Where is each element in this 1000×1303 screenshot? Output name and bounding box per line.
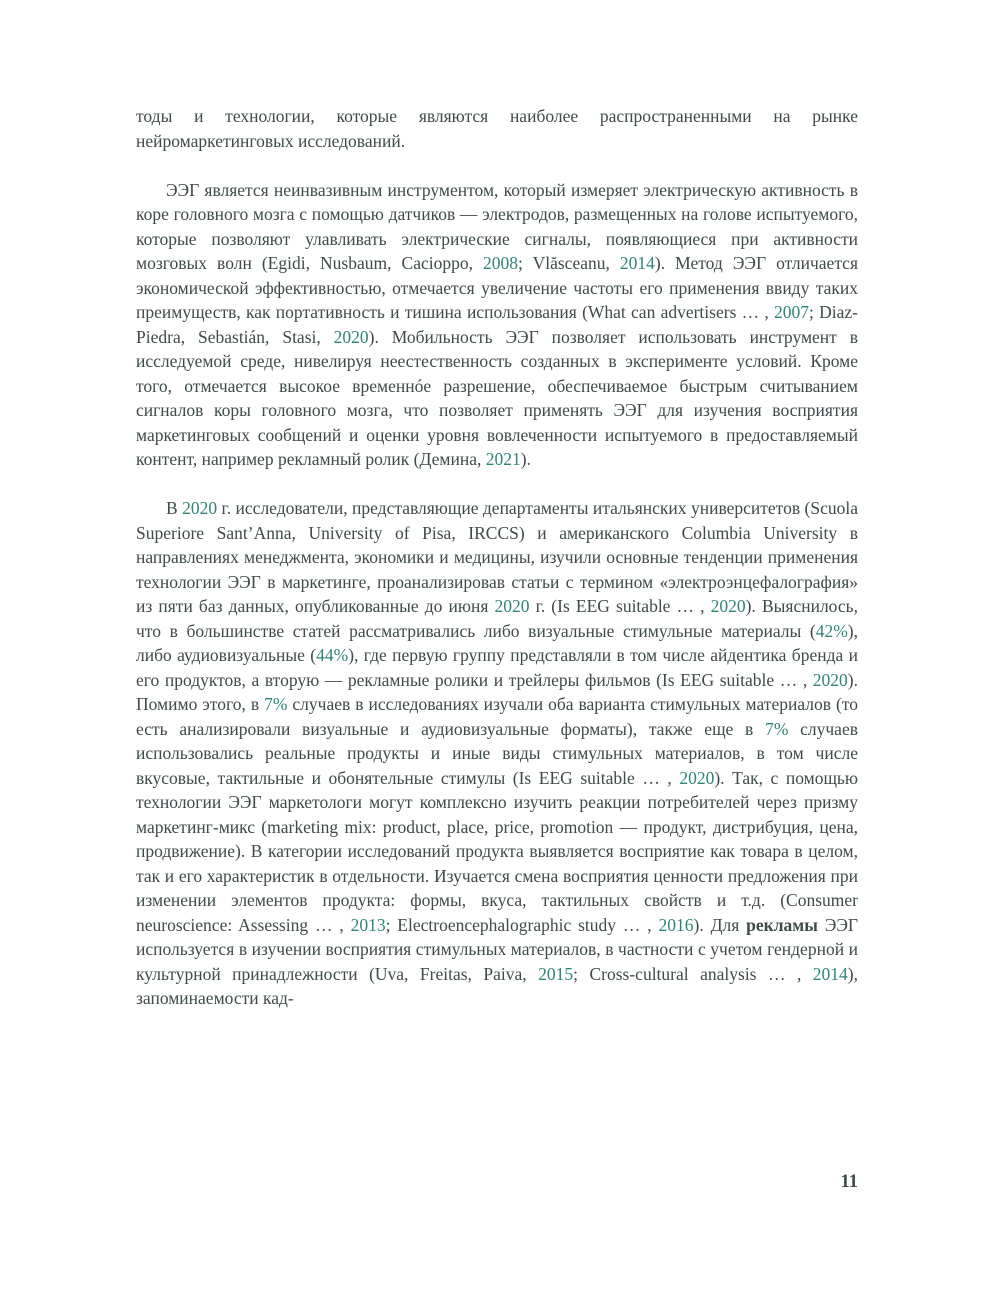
numeral: 2020	[333, 326, 369, 347]
numeral: 2013	[350, 914, 386, 935]
numeral: 2020	[812, 669, 848, 690]
numeral: 2020	[182, 498, 218, 518]
numeral: 2008	[483, 253, 519, 273]
numeral: 2014	[812, 963, 848, 984]
paragraph: ЭЭГ является неинвазивным инструментом, который измеряет электрическую активность в коре головного мозга с помощью датчиков — электродов, размещенных на голове испытуемого, которые позволяют улавливать электрические сигналы, появляющиеся при активности мозговых волн (Egidi, Nusbaum, Cacioppo, 2008; Vlăsceanu, 2014). Метод ЭЭГ отличается экономической эффективностью, отмечается увеличение частоты его применения ввиду таких преимуществ, как портативность и тишина использования (What can advertisers … , 2007; Diaz-Piedra, Sebastián, Stasi, 2020). Мобильность ЭЭГ позволяет использовать инструмент в исследуемой среде, нивелируя неестественность созданных в эксперименте условий. Кроме того, отмечается высокое временнóе разрешение, обеспечиваемое быстрым считыванием сигналов коры головного мозга, что позволяет применять ЭЭГ для изучения восприятия маркетинговых сообщений и оценки уровня вовлеченности испытуемого в предоставляемый контент, например рекламный ролик (Демина, 2021).	[136, 179, 858, 469]
numeral: 2016	[658, 914, 694, 935]
bold-text: рекламы	[746, 914, 818, 935]
numeral: 2014	[619, 253, 655, 273]
numeral: 2007	[774, 302, 810, 322]
numeral: 2021	[485, 449, 521, 469]
paragraph: тоды и технологии, которые являются наиболее распространенными на рынке нейромаркетинговых исследований.	[136, 106, 858, 151]
numeral: 2020	[679, 767, 715, 788]
paragraph: В 2020 г. исследователи, представляющие департаменты итальянских университетов (Scuola Superiore Sant’Anna, University of Pisa, IRCCS) и американского Columbia University в направлениях менеджмента, экономики и медицины, изучили основные тенденции применения технологии ЭЭГ в маркетинге, проанализировав статьи с термином «электроэнцефалография» из пяти баз данных, опубликованные до июня 2020 г. (Is EEG suitable … , 2020). Выяснилось, что в большинстве статей рассматривались либо визуальные стимульные материалы (42%), либо аудиовизуальные (44%), где первую группу представляли в том числе айдентика бренда и его продуктов, а вторую — рекламные ролики и трейлеры фильмов (Is EEG suitable … , 2020). Помимо этого, в 7% случаев в исследованиях изучали оба варианта стимульных материалов (то есть анализировали визуальные и аудиовизуальные форматы), также еще в 7% случаев использовались реальные продукты и иные виды стимульных материалов, в том числе вкусовые, тактильные и обонятельные стимулы (Is EEG suitable … , 2020). Так, с помощью технологии ЭЭГ маркетологи могут комплексно изучить реакции потребителей через призму маркетинг-микс (marketing mix: product, place, price, promotion — продукт, дистрибуция, цена, продвижение). В категории исследований продукта выявляется восприятие как товара в целом, так и его характеристик в отдельности. Изучается смена восприятия ценности предложения при изменении элементов продукта: формы, вкуса, тактильных свойств и т.д. (Consumer neuroscience: Assessing … , 2013; Electroencephalographic study … , 2016). Для рекламы ЭЭГ используется в изучении восприятия стимульных материалов, в частности с учетом гендерной и культурной принадлежности (Uva, Freitas, Paiva, 2015; Cross-cultural analysis … , 2014), запоминаемости кад-	[136, 498, 859, 1008]
page-number: 11	[840, 1172, 858, 1192]
numeral: 7%	[765, 718, 789, 739]
numeral: 42%	[815, 620, 848, 641]
numeral: 2015	[538, 963, 574, 984]
numeral: 2020	[710, 596, 746, 616]
numeral: 44%	[316, 645, 349, 665]
numeral: 2020	[494, 596, 530, 616]
page-paragraphs	[136, 104, 858, 1011]
numeral: 7%	[264, 694, 288, 714]
